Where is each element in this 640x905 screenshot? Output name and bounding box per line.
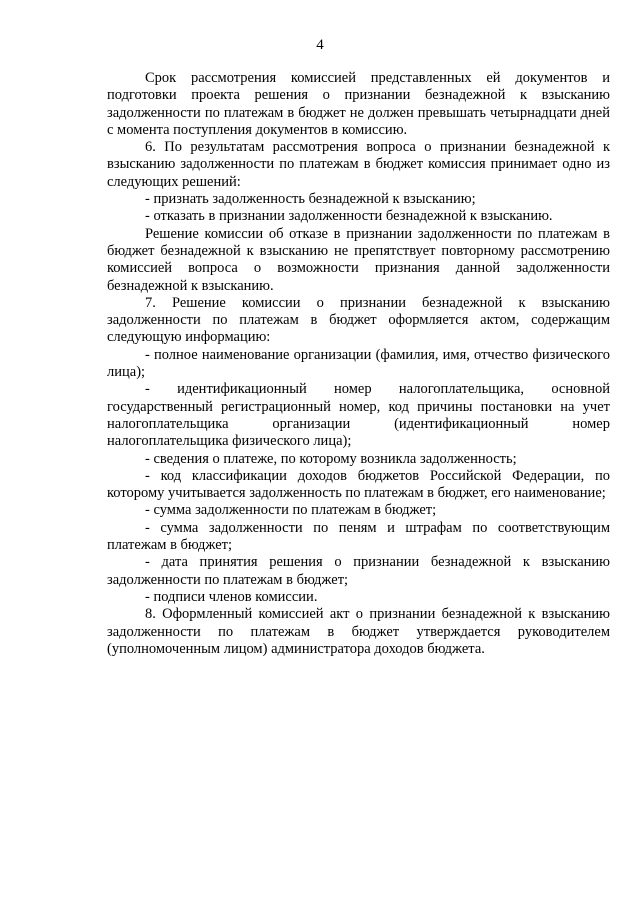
list-item-payment-info: - сведения о платеже, по которому возникла задолженность; xyxy=(145,450,517,467)
page-number: 4 xyxy=(316,37,324,53)
paragraph-item-7: 7. Решение комиссии о признании безнадежной к взысканию задолженности по платежам в бюджет оформляется актом, содержащим следующую информацию: xyxy=(107,294,610,346)
paragraph-review-period: Срок рассмотрения комиссией представленных ей документов и подготовки проекта решения о признании безнадежной к взысканию задолженности по платежам в бюджет не должен превышать четырнадцати дней с момента поступления документов в комиссию. xyxy=(107,70,610,138)
list-item-taxpayer-id: - идентификационный номер налогоплательщика, основной государственный регистрационный номер, код причины постановки на учет налогоплательщика организации (идентификационный номер налогоплательщика физического лица); xyxy=(107,381,610,450)
list-item-signatures: - подписи членов комиссии. xyxy=(145,588,318,605)
paragraph-item-8: 8. Оформленный комиссией акт о признании безнадежной к взысканию задолженности по платежам в бюджет утверждается руководителем (уполномоченным лицом) администратора доходов бюджета. xyxy=(107,606,610,657)
list-item-refuse: - отказать в признании задолженности безнадежной к взысканию. xyxy=(145,208,553,225)
list-item-classification-code: - код классификации доходов бюджетов Российской Федерации, по которому учитывается задолженность по платежам в бюджет, его наименование; xyxy=(107,467,610,502)
list-item-penalty-amount: - сумма задолженности по пеням и штрафам по соответствующим платежам в бюджет; xyxy=(107,519,610,554)
list-item-organization-name: - полное наименование организации (фамилия, имя, отчество физического лица); xyxy=(107,346,610,381)
list-item-debt-amount: - сумма задолженности по платежам в бюджет; xyxy=(145,502,437,519)
paragraph-refusal-decision: Решение комиссии об отказе в признании задолженности по платежам в бюджет безнадежной к взысканию не препятствует повторному рассмотрению комиссией вопроса о возможности признания данной задолженности безнадежной к взысканию. xyxy=(107,225,610,294)
paragraph-item-6: 6. По результатам рассмотрения вопроса о признании безнадежной к взысканию задолженности по платежам в бюджет комиссия принимает одно из следующих решений: xyxy=(107,139,610,190)
document-body xyxy=(107,70,610,658)
list-item-recognize: - признать задолженность безнадежной к взысканию; xyxy=(145,191,476,208)
list-item-decision-date: - дата принятия решения о признании безнадежной к взысканию задолженности по платежам в бюджет; xyxy=(107,554,610,588)
